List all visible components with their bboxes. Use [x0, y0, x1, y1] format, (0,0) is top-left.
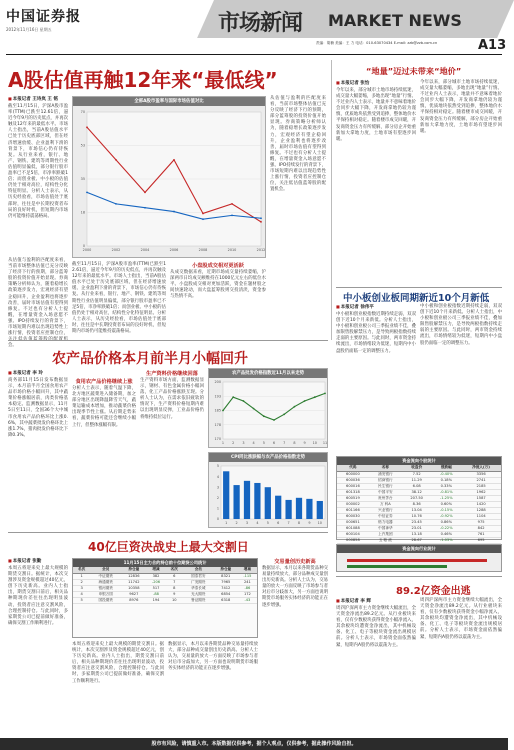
position-cell: 10: [166, 597, 183, 603]
fund-flow-cell: 8.36: [402, 501, 431, 507]
fund-flow-table-title: 资金流向个股统计: [337, 457, 501, 465]
position-cell: 广发期货: [183, 579, 214, 585]
position-header-cell: 名次: [73, 567, 90, 573]
agri-chart-x-tick: 10: [312, 441, 317, 445]
main-text-left-cont: 从估值与盈利的匹配度来看，当前市场整体估值已充分反映了经济下行的预期，部分蓝筹股的投资价值开始显现。券商策略分析师认为，随着稳增长政策逐步发力，宏观经济有望企稳回升，企业盈利也将逐步改善，届时市场估值有望得到修复。不过也有分析人士提醒，在增量资金入场意愿不强、IPO持续发行的背景下，市场短期内难以出现趋势性上涨行情，投资者应控制仓位，关注低估值蓝筹股的配置机会。: [8, 258, 68, 349]
position-cell: 5: [73, 597, 90, 603]
ipo-text-3: 数据显示，本月以来各期货品种交易量持续放大，部分品种成交量创出历史新高。分析人士认为，交易量的放大一方面反映了市场参与者对后市分歧加大，另一方面也说明期货市场服务实体经济的功能正在逐步增强。: [168, 642, 258, 672]
ipo-text-2: 本周五将迎来史上最大规模的期货交割日。据统计，本次交割涉及资金规模超过40亿元，创下历史新高。业内人士指出，期货交割日前后，相关品种期现价差往往出现明显波动，投资者应注意交割风险，合理控制持仓。与此同时，多家期货公司已提前做好准备，确保交割工作顺利进行。: [72, 642, 164, 684]
pe-chart-y-tick: 35: [80, 177, 85, 182]
cpi-chart-bar: [254, 483, 260, 519]
fund-flow-cell: 38.12: [402, 489, 431, 495]
agri-chart-x-tick: 9: [303, 441, 306, 445]
fund-flow-cell: 761: [461, 531, 501, 537]
fund-flow-cell: 贵州茅台: [369, 495, 402, 501]
cpi-chart-bar: [233, 485, 239, 519]
fund-flow-cell: 1104: [461, 513, 501, 519]
agri-chart-x-tick: 8: [293, 441, 296, 445]
fund-flow-cell: 民生银行: [369, 483, 402, 489]
position-cell: 国投期货: [90, 597, 121, 603]
main-text-right: 从估值与盈利的匹配度来看，当前市场整体估值已充分反映了经济下行的预期，部分蓝筹股的投资价值开始显现。券商策略分析师认为，随着稳增长政策逐步发力，宏观经济有望企稳回升，企业盈利也将逐步改善，届时市场估值有望得到修复。不过也有分析人士提醒，在增量资金入场意愿不强、IPO持续发行的背景下，市场短期内难以出现趋势性上涨行情，投资者应控制仓位，关注低估值蓝筹股的配置机会。: [270, 96, 326, 193]
position-cell: 172: [238, 591, 257, 597]
cpi-chart-y-tick: 5: [216, 464, 219, 469]
agri-chart-y-tick: 185: [214, 408, 221, 413]
fund-flow-cell: 3356: [461, 471, 501, 477]
pe-chart-point: [260, 217, 262, 219]
fund-flow-cell: -0.22%: [431, 525, 461, 531]
fund-flow-cell: 600000: [337, 471, 369, 477]
outflow-top-divider: [336, 576, 502, 577]
region-text-2: 今年以来，部分城市土地市场持续低迷，成交量大幅萎缩，多地出现“地量”行情。不过业内人士表示，地量并不意味着地价会同步大幅下降，开发商拿地仍较为谨慎，优质地块依然受到追捧，整体地价水平保持相对稳定。随着楼市成交回暖，开发商资金压力有所缓解，部分房企开始重新加大拿地力度，土地市场有望逐步回暖。: [420, 80, 502, 134]
position-cell: -43: [238, 597, 257, 603]
fund-flow-cell: 上汽集团: [369, 531, 402, 537]
position-cell: 12836: [121, 573, 146, 579]
position-cell: 申银万国: [90, 591, 121, 597]
fund-flow-cell: 13.18: [402, 531, 431, 537]
fund-flow-cell: 招商银行: [369, 477, 402, 483]
position-header-cell: 增减: [146, 567, 165, 573]
agri-text-2: 分析人士表示，随着气温下降，北方地区蔬菜进入储备期，加之部分地区出现降温降雪天气，蔬菜运输成本增加，推动蔬菜价格出现季节性上涨。从后期走势来看，蔬菜价格可能还会继续小幅上行，但整体涨幅有限。: [72, 386, 136, 428]
position-cell: 7965: [214, 579, 238, 585]
position-cell: 517: [146, 585, 165, 591]
pe-chart-point: [86, 192, 88, 194]
agri-chart-y-tick: 200: [214, 380, 221, 385]
cpi-chart-x-tick: 6: [277, 521, 280, 525]
fund-flow-cell: 2185: [461, 483, 501, 489]
position-cell: -86: [238, 585, 257, 591]
position-cell: 382: [146, 573, 165, 579]
section-title-en: MARKET NEWS: [328, 11, 462, 30]
agri-top-divider: [8, 340, 328, 341]
fund-flow-cell: 0.46%: [431, 531, 461, 537]
cpi-chart-bar: [265, 487, 271, 519]
position-cell: 8321: [214, 573, 238, 579]
pe-chart-y-tick: 0: [82, 244, 85, 249]
agri-text-1: 商务部11月15日发布数据显示，本月前半月全国食用农产品市场价格小幅回升，其中蔬菜价格涨幅居前，肉类价格基本稳定。监测数据显示，11月5日至11日，全国36个大中城市食用农产品价格环比上涨0.6%，其中蔬菜批发价格环比上涨1.7%，猪肉批发价格环比下降0.3%。: [8, 378, 68, 438]
pe-chart-point: [115, 159, 117, 161]
position-header-cell: 会员: [183, 567, 214, 573]
pe-chart-plot: [73, 106, 267, 256]
pe-chart-point: [260, 221, 262, 223]
position-cell: 国泰君安: [183, 573, 214, 579]
fund-flow-header-cell: 涨跌幅: [431, 465, 461, 471]
position-cell: 8976: [121, 597, 146, 603]
position-cell: 7412: [214, 585, 238, 591]
pe-chart: [72, 96, 266, 258]
position-cell: 1: [73, 573, 90, 579]
agri-chart-x-tick: 6: [272, 441, 276, 445]
fund-flow-cell: 842: [461, 525, 501, 531]
pe-chart-x-tick: 2012: [256, 248, 266, 252]
industry-flow-box: [336, 544, 502, 572]
agri-chart-point: [243, 400, 245, 402]
cpi-chart-bar: [223, 471, 229, 519]
smallcap-byline: ■ 本报记者 徐伟平: [336, 304, 374, 310]
outflow-text-2: 周四沪深两市主力资金继续大幅流出，全天资金净流出89.2亿元。从行业板块来看，仅有少数板块获得资金小幅净流入，其余板块均遭资金净流出，其中机械设备、化工、电子等板块资金流出规模居前。分析人士表示，市场资金面依然偏紧，短期内A股仍将以震荡为主。: [420, 598, 502, 640]
position-cell: -115: [238, 573, 257, 579]
cpi-chart-x-tick: 3: [245, 521, 249, 525]
position-cell: 6: [166, 573, 183, 579]
pe-chart-x-tick: 2004: [140, 248, 150, 252]
ipo-text-4: 数据显示，本月以来各期货品种交易量持续放大，部分品种成交量创出历史新高。分析人士认为，交易量的放大一方面反映了市场参与者对后市分歧加大，另一方面也说明期货市场服务实体经济的功能正在逐步增强。: [262, 566, 328, 608]
fund-flow-cell: 0.18%: [431, 477, 461, 483]
fund-flow-cell: 13.04: [402, 507, 431, 513]
fund-flow-header-cell: 收盘价: [402, 465, 431, 471]
fund-flow-cell: 1587: [461, 495, 501, 501]
cpi-chart-x-tick: 1: [225, 521, 228, 525]
fund-flow-header-cell: 名称: [369, 465, 402, 471]
agri-chart-x-tick: 1: [221, 441, 225, 445]
fund-flow-cell: 格力电器: [369, 519, 402, 525]
fund-flow-cell: 23.45: [402, 519, 431, 525]
fund-flow-cell: 601318: [337, 489, 369, 495]
industry-flow-title: 资金流向行业统计: [337, 545, 501, 553]
main-text-mid: 截至11月15日，沪深A股市盈率(TTM)已跌至12.61倍，逼近今年9月的历史低点，并再次触及12年来的最低水平。市场人士指出，当前A股估值水平已处于历史底部区域，但在经济增速放缓、企业盈利下滑的背景下，市场信心仍有待恢复。从行业来看，银行、地产、钢铁、建筑等周期性行业估值明显偏低，部分银行股市盈率已不足5倍，市净率跌破1倍；而创业板、中小板的估值仍处于相对高位，结构性分化特征明显。分析人士表示，从历史经验看，市场估值处于底部时，往往是中长期投资者布局的良好时机，但短期内市场仍可能维持震荡格局。: [72, 262, 166, 335]
agri-chart-x-tick: 7: [283, 441, 286, 445]
position-table: [73, 567, 257, 604]
pe-chart-x-tick: 2010: [227, 248, 237, 252]
fund-flow-cell: 中国神华: [369, 525, 402, 531]
cpi-chart-bar: [275, 496, 281, 519]
agri-chart-x-tick: 5: [262, 441, 265, 445]
fund-flow-cell: 000651: [337, 519, 369, 525]
agri-chart-point: [314, 396, 316, 398]
fund-flow-cell: 600104: [337, 531, 369, 537]
pe-chart-point: [202, 218, 204, 220]
fund-flow-cell: 中国平安: [369, 489, 402, 495]
fund-flow-cell: 600036: [337, 477, 369, 483]
fund-flow-cell: 浦发银行: [369, 471, 402, 477]
agri-byline: ■ 本报记者 李 玲: [8, 370, 43, 376]
main-text-sub-1: 从成交数据来看，近期市场成交量持续萎缩，沪深两市日均成交额维持在1000亿元左右的低位水平。小盘股成交相对更加活跃，资金在题材股之间快速轮动，而大盘蓝筹股则交投清淡，资金参与热情不高。: [170, 270, 266, 300]
agri-chart-x-tick: 2: [232, 441, 235, 445]
smallcap-headline: 中小板创业板同期新近10个月新低: [343, 293, 490, 304]
position-cell: -206: [146, 579, 165, 585]
fund-flow-cell: -1.25%: [431, 495, 461, 501]
pe-chart-x-tick: 2008: [198, 248, 208, 252]
main-subhead-1: 小盘股成交相对更活跃: [192, 263, 244, 269]
position-cell: 华泰长城: [183, 585, 214, 591]
position-cell: 中证期货: [90, 573, 121, 579]
smallcap-text-2: 中小板和创业板指数近期持续走弱，双双创下近10个月来新低。分析人士指出，中小板和创业板公司三季报业绩不佳，叠加限售股解禁压力，是导致两板指数持续走弱的主要原因。与此同时，两市资金持续流出，市场情绪较为低迷，短期内中小盘股仍面临一定的调整压力。: [420, 304, 502, 346]
position-header-cell: 名次: [166, 567, 183, 573]
cpi-chart-bar: [296, 498, 302, 519]
position-table-box: [72, 558, 258, 638]
region-text-1: 今年以来，部分城市土地市场持续低迷，成交量大幅萎缩，多地出现“地量”行情。不过业内人士表示，地量并不意味着地价会同步大幅下降，开发商拿地仍较为谨慎，优质地块依然受到追捧，整体地价水平保持相对稳定。随着楼市成交回暖，开发商资金压力有所缓解，部分房企开始重新加大拿地力度，土地市场有望逐步回暖。: [336, 88, 416, 142]
agri-chart-point: [283, 413, 285, 415]
fund-flow-cell: -0.81%: [431, 489, 461, 495]
ipo-byline: ■ 本报记者 张勤: [8, 558, 41, 564]
position-cell: 241: [238, 579, 257, 585]
fund-flow-header-cell: 代码: [337, 465, 369, 471]
masthead: [0, 0, 508, 56]
section-title-cn: 市场新闻: [218, 11, 303, 36]
agri-chart-1-plot: [209, 378, 329, 448]
paper-name: 中国证券报: [6, 9, 81, 25]
agri-subhead-2: 生产资料价格继续回落: [146, 371, 198, 377]
fund-flow-cell: 695: [461, 537, 501, 543]
pe-chart-title: 全部A股市盈率与国际市场估值对比: [73, 97, 265, 106]
position-cell: 银河期货: [90, 585, 121, 591]
agri-chart-point: [304, 400, 306, 402]
fund-flow-cell: 万 科A: [369, 501, 402, 507]
ipo-top-divider: [8, 532, 328, 533]
position-cell: 11742: [121, 579, 146, 585]
smallcap-text-1: 中小板和创业板指数近期持续走弱，双双创下近10个月来新低。分析人士指出，中小板和创业板公司三季报业绩不佳，叠加限售股解禁压力，是导致两板指数持续走弱的主要原因。与此同时，两市资金持续流出，市场情绪较为低迷，短期内中小盘股仍面临一定的调整压力。: [336, 312, 416, 354]
position-cell: 10358: [121, 585, 146, 591]
fund-flow-cell: 1288: [461, 507, 501, 513]
pe-chart-y-tick: 18: [80, 210, 85, 215]
agri-text-3: 生产资料市场方面，监测数据显示，钢材、有色金属价格小幅回落，化工产品价格涨跌互现。分析人士认为，在需求依旧疲软的情况下，生产资料价格短期内难以出现明显反弹，工业品价格仍将维持低位运行。: [140, 378, 204, 420]
fund-flow-table-box: [336, 456, 502, 540]
fund-flow-cell: 0.33%: [431, 483, 461, 489]
pe-chart-point: [115, 203, 117, 205]
cpi-chart-x-tick: 4: [256, 521, 259, 525]
position-cell: 光大期货: [183, 591, 214, 597]
fund-flow-table: [337, 465, 501, 544]
cpi-chart-x-tick: 9: [308, 521, 311, 525]
agri-chart-y-tick: 170: [214, 437, 221, 442]
agri-chart-2-plot: [209, 462, 329, 528]
fund-flow-cell: 207.50: [402, 495, 431, 501]
fund-flow-cell: -0.92%: [431, 513, 461, 519]
cpi-chart-y-tick: 2: [216, 496, 219, 500]
cpi-chart-y-tick: 1: [216, 506, 219, 511]
agri-chart-y-tick: 178: [214, 422, 221, 427]
footer-disclaimer: 股市有风险，请慎重入市。本版数据仅供参考，据个人观点，仅供参考，据此操作风险自担。: [0, 738, 508, 750]
cpi-chart-y-tick: 0: [216, 517, 219, 522]
position-cell: 9: [166, 591, 183, 597]
agri-chart-x-tick: 3: [242, 441, 245, 445]
fund-flow-cell: 000858: [337, 537, 369, 543]
cpi-chart-bar: [317, 501, 323, 519]
agri-chart-point: [324, 393, 326, 395]
fund-flow-cell: 000002: [337, 501, 369, 507]
position-header-cell: 增减: [238, 567, 257, 573]
position-cell: 7: [166, 579, 183, 585]
pe-chart-point: [231, 203, 233, 205]
pe-chart-x-tick: 2006: [169, 248, 179, 252]
cpi-chart-x-tick: 5: [266, 521, 269, 525]
agri-chart-1: [208, 368, 328, 448]
fund-flow-cell: 0.86%: [431, 519, 461, 525]
cpi-chart-x-tick: 7: [287, 521, 290, 525]
agri-chart-point: [222, 410, 224, 412]
fund-flow-cell: 1420: [461, 501, 501, 507]
position-table-title: 11月15日主力合约持仓前十位期货公司统计: [73, 559, 257, 567]
position-cell: 6854: [214, 591, 238, 597]
position-header-cell: 持仓量: [214, 567, 238, 573]
position-cell: 6318: [214, 597, 238, 603]
fund-flow-cell: 10.76: [402, 513, 431, 519]
fund-flow-header-cell: 净流入(万): [461, 465, 501, 471]
fund-flow-cell: -1.03%: [431, 537, 461, 543]
pe-chart-point: [144, 192, 146, 194]
fund-flow-cell: 23.01: [402, 525, 431, 531]
agri-chart-point: [273, 419, 275, 421]
agri-chart-2: [208, 452, 328, 528]
fund-flow-cell: 中信证券: [369, 513, 402, 519]
outflow-text-1: 周四沪深两市主力资金继续大幅流出，全天资金净流出89.2亿元。从行业板块来看，仅有少数板块获得资金小幅净流入，其余板块均遭资金净流出，其中机械设备、化工、电子等板块资金流出规模居前。分析人士表示，市场资金面依然偏紧，短期内A股仍将以震荡为主。: [336, 606, 416, 648]
agri-chart-point: [253, 408, 255, 410]
position-cell: 9627: [121, 591, 146, 597]
fund-flow-cell: 6.08: [402, 483, 431, 489]
pe-chart-point: [202, 213, 204, 215]
fund-flow-cell: 601166: [337, 507, 369, 513]
position-cell: 3: [73, 585, 90, 591]
editor-contacts: 责编：胡楠 美编：王 力 电话：010-63070434 E-mail: zzb@zzb.com.cn: [316, 41, 438, 45]
position-cell: 鲁证期货: [183, 597, 214, 603]
position-cell: 194: [146, 597, 165, 603]
cpi-chart-x-tick: 10: [317, 521, 322, 525]
fund-flow-cell: 11.29: [402, 477, 431, 483]
cpi-chart-y-tick: 3: [216, 485, 219, 490]
region-headline: “地量”迈过未带来“地价”: [366, 66, 462, 76]
position-header-cell: 持仓量: [121, 567, 146, 573]
fund-flow-cell: 600016: [337, 483, 369, 489]
fund-flow-cell: 975: [461, 519, 501, 525]
cpi-chart-y-tick: 4: [216, 474, 219, 479]
agri-headline: 农产品价格本月前半月小幅回升: [52, 351, 248, 367]
agri-chart-1-title: 农产品批发价格指数近11月以来走势: [209, 369, 327, 378]
pe-chart-point: [173, 159, 175, 161]
cpi-chart-bar: [244, 481, 250, 519]
agri-subhead-1: 食用农产品价格继续上涨: [75, 379, 133, 385]
pe-chart-point: [173, 211, 175, 213]
fund-flow-cell: 2741: [461, 477, 501, 483]
main-text-left: 截至11月15日，沪深A股市盈率(TTM)已跌至12.61倍，逼近今年9月的历史低点，并再次触及12年来的最低水平。市场人士指出，当前A股估值水平已处于历史底部区域，但在经济增速放缓、企业盈利下滑的背景下，市场信心仍有待恢复。从行业来看，银行、地产、钢铁、建筑等周期性行业估值明显偏低，部分银行股市盈率已不足5倍，市净率跌破1倍；而创业板、中小板的估值仍处于相对高位，结构性分化特征明显。分析人士表示，从历史经验看，市场估值处于底部时，往往是中长期投资者布局的良好时机，但短期内市场仍可能维持震荡格局。: [8, 104, 68, 219]
date-line: 2012年11月16日 星期五: [6, 27, 52, 32]
column-divider: [331, 60, 332, 340]
fund-flow-cell: 0.60%: [431, 501, 461, 507]
outflow-byline: ■ 本报记者 李 辉: [336, 598, 371, 604]
position-cell: 2: [73, 579, 90, 585]
fund-flow-cell: -0.40%: [431, 471, 461, 477]
ipo-headline: 40亿巨资决战史上最大交割日: [88, 540, 249, 554]
cpi-chart-x-tick: 8: [297, 521, 301, 525]
agri-chart-2-title: CPI同比涨跌幅与农产品价格指数走势: [209, 453, 327, 462]
fund-flow-cell: 7.52: [402, 471, 431, 477]
fund-flow-row: [337, 537, 501, 543]
agri-chart-y-tick: 193: [214, 394, 221, 399]
pe-chart-y-tick: 70: [80, 110, 85, 115]
pe-chart-y-tick: 53: [80, 143, 85, 148]
position-cell: -88: [146, 591, 165, 597]
position-cell: 4: [73, 591, 90, 597]
pe-chart-x-tick: 2000: [82, 248, 92, 252]
fund-flow-cell: 1962: [461, 489, 501, 495]
position-header-cell: 会员: [90, 567, 121, 573]
position-cell: 海通期货: [90, 579, 121, 585]
agri-chart-x-tick: 11: [322, 441, 328, 445]
ipo-subhead: 交易量创历史新高: [274, 559, 316, 565]
pe-chart-point: [86, 126, 88, 128]
position-row: [73, 597, 257, 603]
agri-chart-point: [263, 415, 265, 417]
fund-flow-cell: 600030: [337, 513, 369, 519]
pe-chart-x-tick: 2002: [111, 248, 121, 252]
fund-flow-cell: 28.67: [402, 537, 431, 543]
industry-flow-bars: [337, 553, 503, 573]
fund-flow-cell: 601088: [337, 525, 369, 531]
main-byline: ■ 本报记者 王诗岚 王 铭: [8, 96, 58, 102]
agri-chart-point: [232, 396, 234, 398]
page-number: A13: [478, 38, 507, 53]
agri-chart-point: [294, 406, 296, 408]
pe-chart-point: [231, 214, 233, 216]
ipo-text-1: 本周五将迎来史上最大规模的期货交割日。据统计，本次交割涉及资金规模超过40亿元，创下历史新高。业内人士指出，期货交割日前后，相关品种期现价差往往出现明显波动，投资者应注意交割风险，合理控制持仓。与此同时，多家期货公司已提前做好准备，确保交割工作顺利进行。: [8, 566, 68, 626]
fund-flow-cell: 五 粮 液: [369, 537, 402, 543]
cpi-chart-bar: [306, 499, 312, 519]
region-byline: ■ 本报记者 张怡: [336, 80, 369, 86]
fund-flow-cell: 兴业银行: [369, 507, 402, 513]
outflow-headline: 89.2亿资金出逃: [396, 586, 471, 597]
pe-chart-point: [144, 207, 146, 209]
agri-chart-x-tick: 4: [252, 441, 255, 445]
cpi-chart-bar: [285, 500, 291, 519]
position-cell: 8: [166, 585, 183, 591]
fund-flow-cell: 600519: [337, 495, 369, 501]
main-headline: A股估值再触12年来“最低线”: [8, 68, 278, 92]
region-divider: [336, 287, 502, 288]
cpi-chart-x-tick: 2: [235, 521, 238, 525]
fund-flow-cell: -0.15%: [431, 507, 461, 513]
header-rule: [6, 54, 502, 55]
